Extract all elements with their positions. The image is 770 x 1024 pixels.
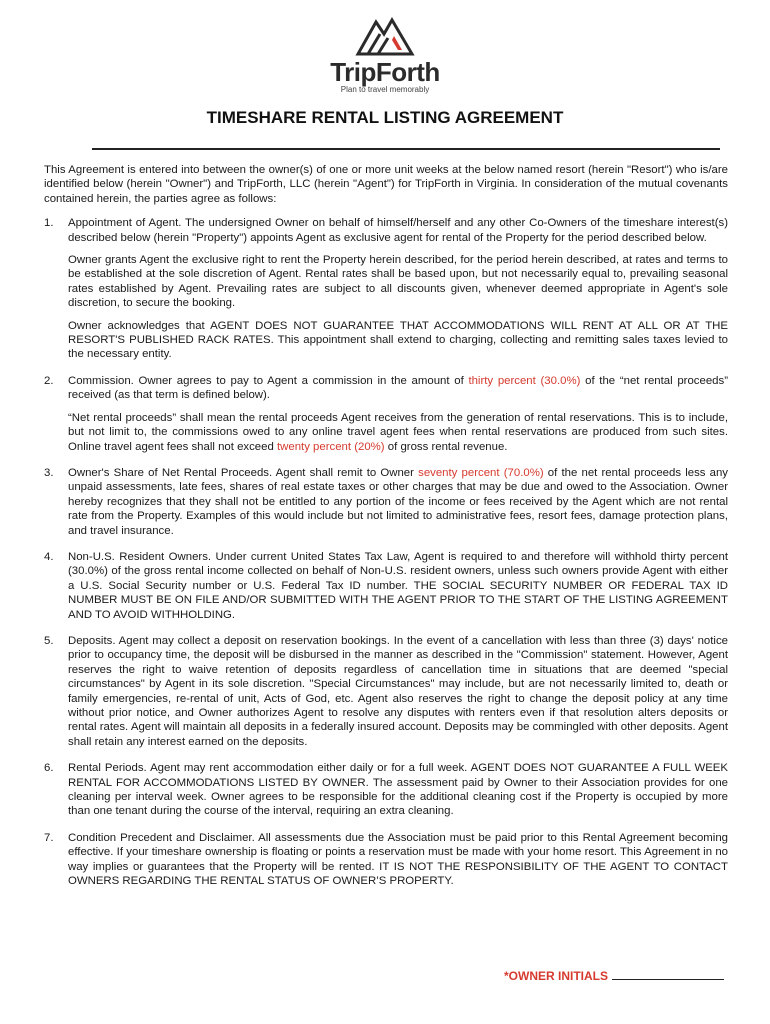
clause-6-text: Rental Periods. Agent may rent accommodation either daily or for a full week. AGENT DOES NOT GUARANTEE A FULL WEEK RENTAL FOR ACCOMMODATIONS LISTED BY OWNER. The assessment paid by Owner to their Association provides for one cleaning per interval week. Owner agrees to be responsible for the additional cleaning cost if the Property is occupied by more than one tenant during the course of the interval, requiring an extra cleaning. <box>68 762 728 818</box>
clause-5 <box>44 634 728 749</box>
clause-1-acknowledgement: Owner acknowledges that AGENT DOES NOT GUARANTEE THAT ACCOMMODATIONS WILL RENT AT ALL OR AT THE RESORT'S PUBLISHED RACK RATES. This appointment shall extend to charging, collecting and remitting sales taxes levied to the necessary entity. <box>68 319 728 361</box>
clause-3 <box>44 466 728 538</box>
clause-number: 7. <box>44 831 54 844</box>
clause-7 <box>44 831 728 889</box>
brand-name: TripForth <box>330 57 440 87</box>
clause-number: 6. <box>44 762 54 775</box>
clause-3-text: Owner's Share of Net Rental Proceeds. Agent shall remit to Owner seventy percent (70.0%) of the net rental proceeds less any unpaid assessments, late fees, shares of real estate taxes or other charges that may be due and owed to the Association. Owner hereby recognizes that they shall not be entitled to any portion of the income or fees received by the Agent which are not rental rate from the Property. Examples of this would include but not limited to administrative fees, resort fees, damage protection plans, and travel insurance. <box>68 466 729 537</box>
clause-2-definition: “Net rental proceeds” shall mean the rental proceeds Agent receives from the generation of rental reservations. This is to include, but not limit to, the commissions owed to any online travel agent fees when rental reservations are produced from such sites. Online travel agent fees shall not exceed twenty percent (20%) of gross rental revenue. <box>68 411 728 453</box>
brand-tagline: Plan to travel memorably <box>340 85 430 94</box>
clause-1-rates: Owner grants Agent the exclusive right to rent the Property herein described, for the period herein described, at rates and terms to be established at the sole discretion of Agent. Rental rates shall be based upon, but not necessarily equal to, prevailing seasonal rates established by Agent. Prevailing rates are subject to all discounts given, whenever deemed appropriate in Agent's sole discretion, to secure the booking. <box>68 254 728 310</box>
clause-4-text: Non-U.S. Resident Owners. Under current United States Tax Law, Agent is required to and therefore will withhold thirty percent (30.0%) of the gross rental income collected on behalf of Non-U.S. resident owners, unless such owners provide Agent with either a U.S. Social Security number or U.S. Federal Tax ID number. THE SOCIAL SECURITY NUMBER OR FEDERAL TAX ID NUMBER MUST BE ON FILE AND/OR SUBMITTED WITH THE AGENT PRIOR TO THE START OF THE LISTING AGREEMENT AND TO AVOID WITHHOLDING. <box>68 550 728 621</box>
clause-number: 3. <box>44 466 54 479</box>
clause-5-text: Deposits. Agent may collect a deposit on reservation bookings. In the event of a cancellation with less than three (3) days' notice prior to occupancy time, the deposit will be disbursed in the manner as described in the "Commission" statement. However, Agent reserves the right to waive retention of deposits regardless of cancellation time in situations that are deemed "special circumstances" by Agent in its sole discretion. "Special Circumstances" may include, but are not necessarily limited to, death or family emergencies, re-rental of unit, Acts of God, etc. Agent also reserves the right to change the deposit policy at any time without prior notice, and Owner authorizes Agent to resolve any disputes with renters even if that resolution alters deposits or rental rates. Agent will maintain all deposits in a federally insured account. Deposits may be commingled with other deposits. Agent shall retain any interest earned on the deposits. <box>68 634 728 748</box>
clause-number: 1. <box>44 217 54 230</box>
clause-2 <box>44 374 728 454</box>
tripforth-logo <box>320 14 450 94</box>
mountain-logo-icon <box>354 14 416 56</box>
commission-rate: thirty percent (30.0%) <box>468 374 581 387</box>
page-title: TIMESHARE RENTAL LISTING AGREEMENT <box>206 108 564 127</box>
clause-1-text: Appointment of Agent. The undersigned Owner on behalf of himself/herself and any other Co-Owners of the timeshare interest(s) described below (herein "Property") appoints Agent as exclusive agent for rental of the Property for the period described below. <box>68 217 728 244</box>
clause-6 <box>44 761 728 819</box>
clause-2-text: Commission. Owner agrees to pay to Agent a commission in the amount of thirty percent (30.0%) of the “net rental proceeds” received (as that term is defined below). <box>68 374 729 402</box>
owner-share-rate: seventy percent (70.0%) <box>418 466 544 479</box>
clause-7-text: Condition Precedent and Disclaimer. All assessments due the Association must be paid prior to this Rental Agreement becoming effective. If your timeshare ownership is floating or points a reservation must be made with your home resort. This Agreement in no way implies or guarantees that the Property will be rented. IT IS NOT THE RESPONSIBILITY OF THE AGENT TO CONTACT OWNERS REGARDING THE RENTAL STATUS OF OWNER’S PROPERTY. <box>68 831 728 888</box>
intro-paragraph: This Agreement is entered into between the owner(s) of one or more unit weeks at the below named resort (herein "Resort") who is/are identified below (herein "Owner") and TripForth, LLC (herein "Agent") for TripForth in Virginia. In consideration of the mutual covenants contained herein, the parties agree as follows: <box>44 164 728 205</box>
clause-number: 4. <box>44 550 54 563</box>
clause-number: 5. <box>44 634 54 647</box>
owner-initials-label: *OWNER INITIALS <box>504 969 608 983</box>
title-divider <box>92 148 720 150</box>
clause-number: 2. <box>44 374 54 387</box>
owner-initials-field[interactable] <box>612 968 724 980</box>
owner-initials <box>504 968 724 983</box>
clause-4 <box>44 550 728 622</box>
ota-fee-cap: twenty percent (20%) <box>276 440 385 453</box>
agreement-body <box>44 163 728 900</box>
clause-1 <box>44 216 728 362</box>
